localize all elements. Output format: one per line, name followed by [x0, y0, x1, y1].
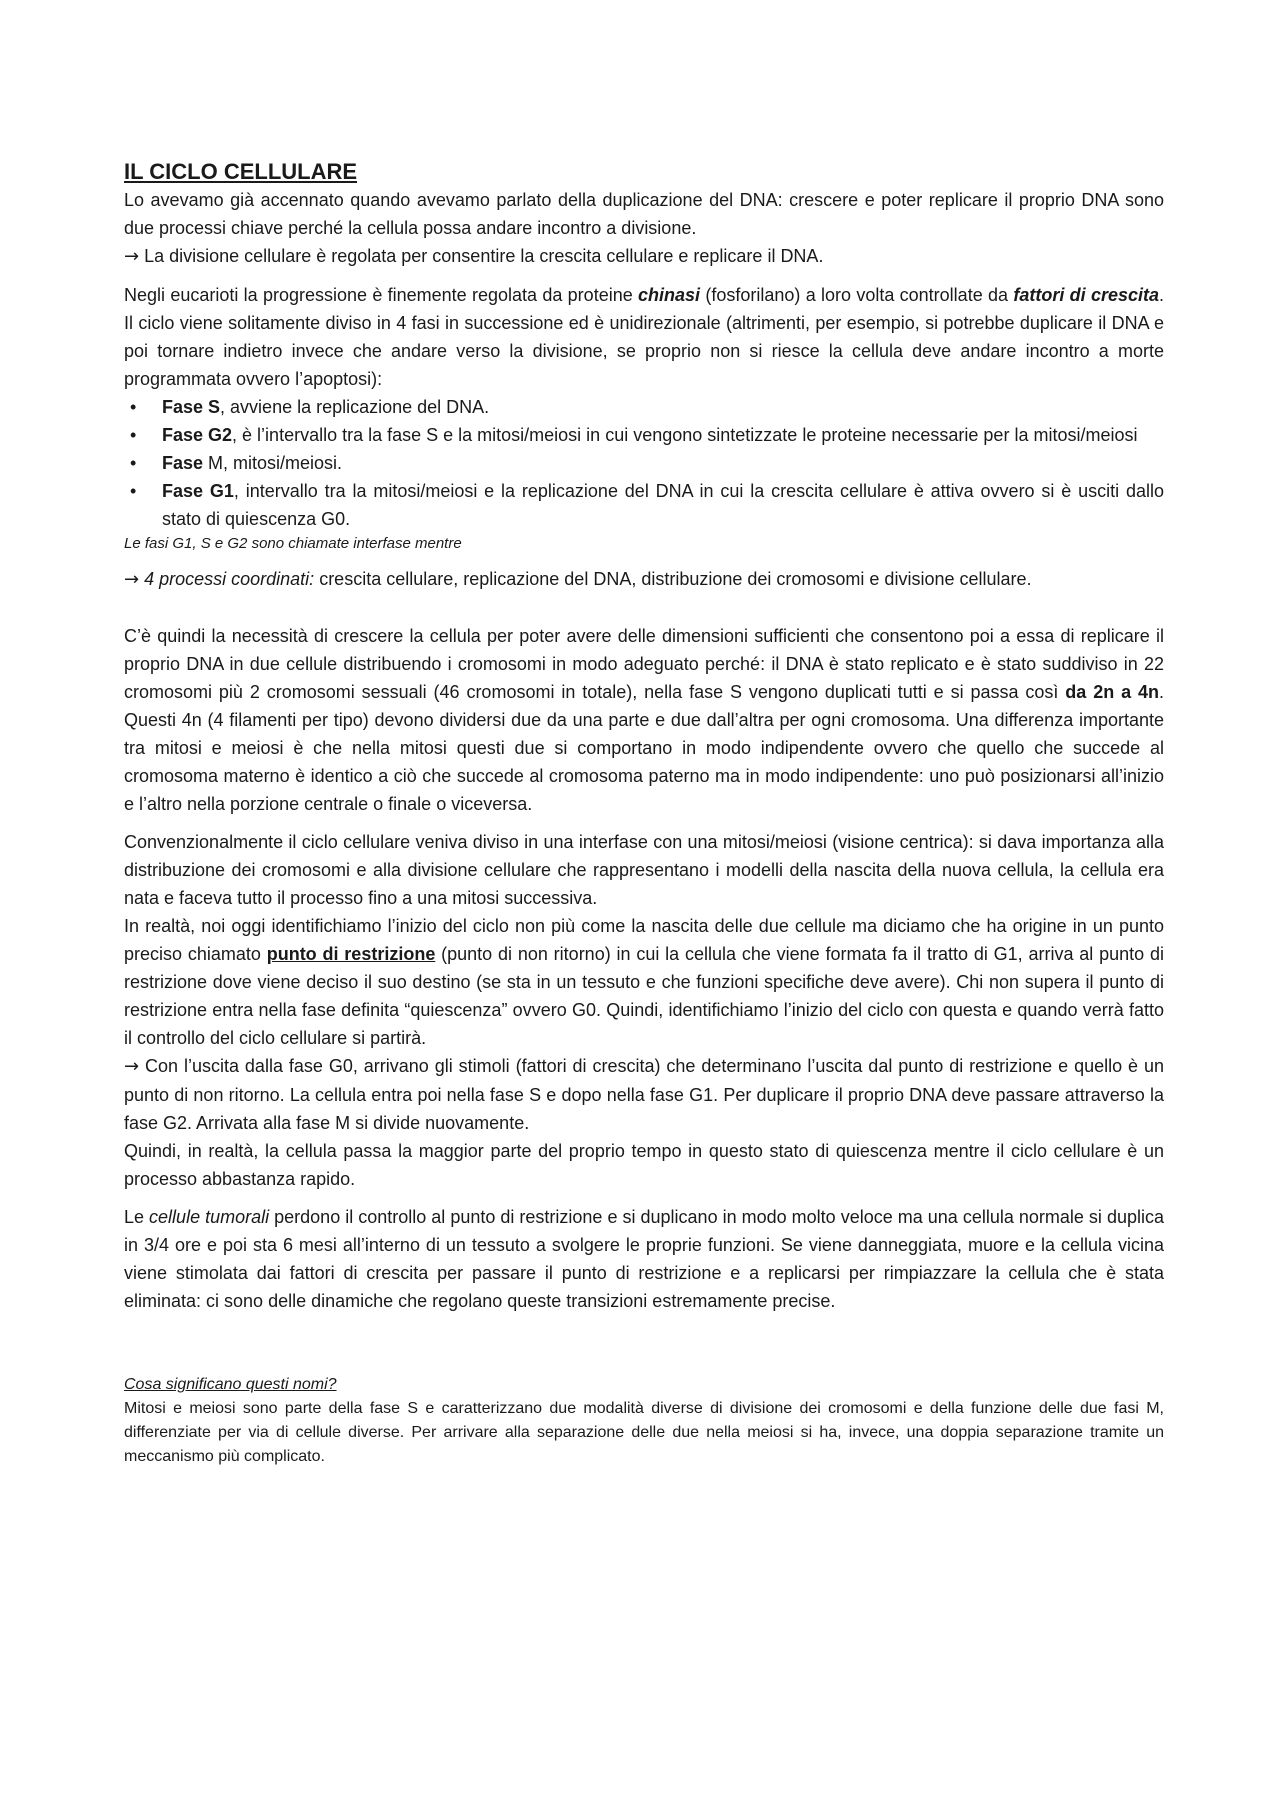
arrow-icon: →: [124, 1056, 140, 1077]
processes-text: crescita cellulare, replicazione del DNA, distribuzione dei cromosomi e divisione cellulare.: [314, 569, 1032, 589]
phase-label: Fase G1: [162, 481, 234, 501]
g0-exit-text: Con l’uscita dalla fase G0, arrivano gli stimoli (fattori di crescita) che determinano l’uscita dal punto di restrizione e quello è un punto di non ritorno. La cellula entra poi nella fase S e dopo nella fase G1. Per duplicare il proprio DNA deve passare attraverso la fase G2. Arrivata alla fase M si divide nuovamente.: [124, 1056, 1164, 1133]
interphase-caption: Le fasi G1, S e G2 sono chiamate interfase mentre: [124, 535, 462, 552]
bullet-icon: •: [130, 397, 137, 417]
g0-exit-paragraph: [124, 1052, 1164, 1137]
eukaryotes-text-2: (fosforilano) a loro volta controllate da: [700, 285, 1014, 305]
growth-paragraph: [124, 622, 1164, 818]
document-page: [124, 158, 1164, 1469]
phase-text: M, mitosi/meiosi.: [203, 453, 343, 473]
arrow-icon: →: [124, 569, 140, 590]
arrow-icon: →: [124, 246, 140, 267]
bullet-icon: •: [130, 453, 137, 473]
kinases-term: chinasi: [638, 285, 701, 305]
phase-text: , avviene la replicazione del DNA.: [220, 397, 490, 417]
list-item: [124, 393, 1164, 421]
conventional-paragraph: Convenzionalmente il ciclo cellulare veniva diviso in una interfase con una mitosi/meiosi (visione centrica): si dava importanza alla distribuzione dei cromosomi e alla divisione cellulare che rappresentano i modelli della nascita della nuova cellula, la cellula era nata e faceva tutto il processo fino a una mitosi successiva.: [124, 832, 1164, 908]
names-text: Mitosi e meiosi sono parte della fase S e caratterizzano due modalità diverse di divisione dei cromosomi e della funzione delle due fasi M, differenziate per via di cellule diverse. Per arrivare alla separazione delle due nella meiosi si ha, invece, una doppia separazione tramite un meccanismo più complicato.: [124, 1400, 1164, 1465]
eukaryotes-paragraph: [124, 281, 1164, 393]
page-title: IL CICLO CELLULARE: [124, 159, 358, 184]
list-item: [124, 449, 1164, 477]
phase-text: , intervallo tra la mitosi/meiosi e la replicazione del DNA in cui la crescita cellulare è attiva ovvero si è usciti dallo stato di quiescenza G0.: [162, 481, 1164, 529]
conventional-section: [124, 828, 1164, 1193]
phase-label: Fase: [162, 453, 204, 473]
growth-text-1: C’è quindi la necessità di crescere la cellula per poter avere delle dimensioni sufficienti che consentono poi a essa di replicare il proprio DNA in due cellule distribuendo i cromosomi in modo adeguato perché: il DNA è stato replicato e è stato suddiviso in 22 cromosomi più 2 cromosomi sessuali (46 cromosomi in totale), nella fase S vengono duplicati tutti e si passa così: [124, 626, 1164, 702]
list-item: [124, 477, 1164, 533]
ploidy-term: da 2n a 4n: [1065, 682, 1159, 702]
processes-paragraph: [124, 565, 1164, 594]
bullet-icon: •: [130, 481, 137, 501]
phase-label: Fase G2: [162, 425, 233, 445]
reality-text-1: In realtà, noi oggi identifichiamo l’inizio del ciclo non più come la nascita delle due cellule ma diciamo che ha origine in un punto preciso chiamato: [124, 916, 1164, 964]
tumor-paragraph: [124, 1203, 1164, 1315]
reality-text-2: (punto di non ritorno) in cui la cellula che viene formata fa il tratto di G1, arriva al punto di restrizione dove viene deciso il suo destino (se sta in un tessuto e che funzioni specifiche deve avere). Chi non supera il punto di restrizione entra nella fase definita “quiescenza” ovvero G0. Quindi, identifichiamo l’inizio del ciclo con questa e quando verrà fatto il controllo del ciclo cellulare si partirà.: [124, 944, 1164, 1048]
intro-text: Lo avevamo già accennato quando avevamo parlato della duplicazione del DNA: crescere e poter replicare il proprio DNA sono due processi chiave perché la cellula possa andare incontro a divisione.: [124, 190, 1164, 238]
eukaryotes-text-1: Negli eucarioti la progressione è finemente regolata da proteine: [124, 285, 639, 305]
names-section: [124, 1373, 1164, 1469]
bullet-icon: •: [130, 425, 137, 445]
growth-text-2: . Questi 4n (4 filamenti per tipo) devono dividersi due da una parte e due dall’altra per ogni cromosoma. Una differenza importante tra mitosi e meiosi è che nella mitosi questi due si comportano in modo indipendente ovvero che quello che succede al cromosoma materno è identico a ciò che succede al cromosoma paterno ma in modo indipendente: uno può posizionarsi all’inizio e l’altro nella porzione centrale o finale o viceversa.: [124, 682, 1165, 814]
growth-factors-term: fattori di crescita: [1013, 285, 1159, 305]
names-heading: Cosa significano questi nomi?: [124, 1376, 337, 1393]
eukaryotes-text-3: . Il ciclo viene solitamente diviso in 4 fasi in successione ed è unidirezionale (altrimenti, per esempio, si potrebbe duplicare il DNA e poi tornare indietro invece che andare verso la divisione, se proprio non si riesce la cellula deve andare incontro a morte programmata ovvero l’apoptosi):: [124, 285, 1165, 389]
tumor-cells-term: cellule tumorali: [149, 1207, 270, 1227]
reality-paragraph: [124, 912, 1164, 1052]
quiescence-paragraph: Quindi, in realtà, la cellula passa la maggior parte del proprio tempo in questo stato di quiescenza mentre il ciclo cellulare è un processo abbastanza rapido.: [124, 1141, 1164, 1189]
restriction-point-term: punto di restrizione: [266, 944, 436, 964]
phase-text: , è l’intervallo tra la fase S e la mitosi/meiosi in cui vengono sintetizzate le proteine necessarie per la mitosi/meiosi: [232, 425, 1138, 445]
phase-label: Fase S: [162, 397, 221, 417]
processes-label: 4 processi coordinati:: [139, 569, 315, 589]
phases-list: [124, 393, 1164, 533]
intro-note: La divisione cellulare è regolata per consentire la crescita cellulare e replicare il DNA.: [144, 246, 824, 266]
list-item: [124, 421, 1164, 449]
tumor-text-1: Le: [124, 1207, 150, 1227]
tumor-text-2: perdono il controllo al punto di restrizione e si duplicano in modo molto veloce ma una cellula normale si duplica in 3/4 ore e poi sta 6 mesi all’interno di un tessuto a svolgere le proprie funzioni. Se viene danneggiata, muore e la cellula vicina viene stimolata dai fattori di crescita per passare il punto di restrizione e a replicarsi per rimpiazzare la cellula che è stata eliminata: ci sono delle dinamiche che regolano queste transizioni estremamente precise.: [124, 1207, 1164, 1311]
intro-paragraph: [124, 186, 1164, 271]
